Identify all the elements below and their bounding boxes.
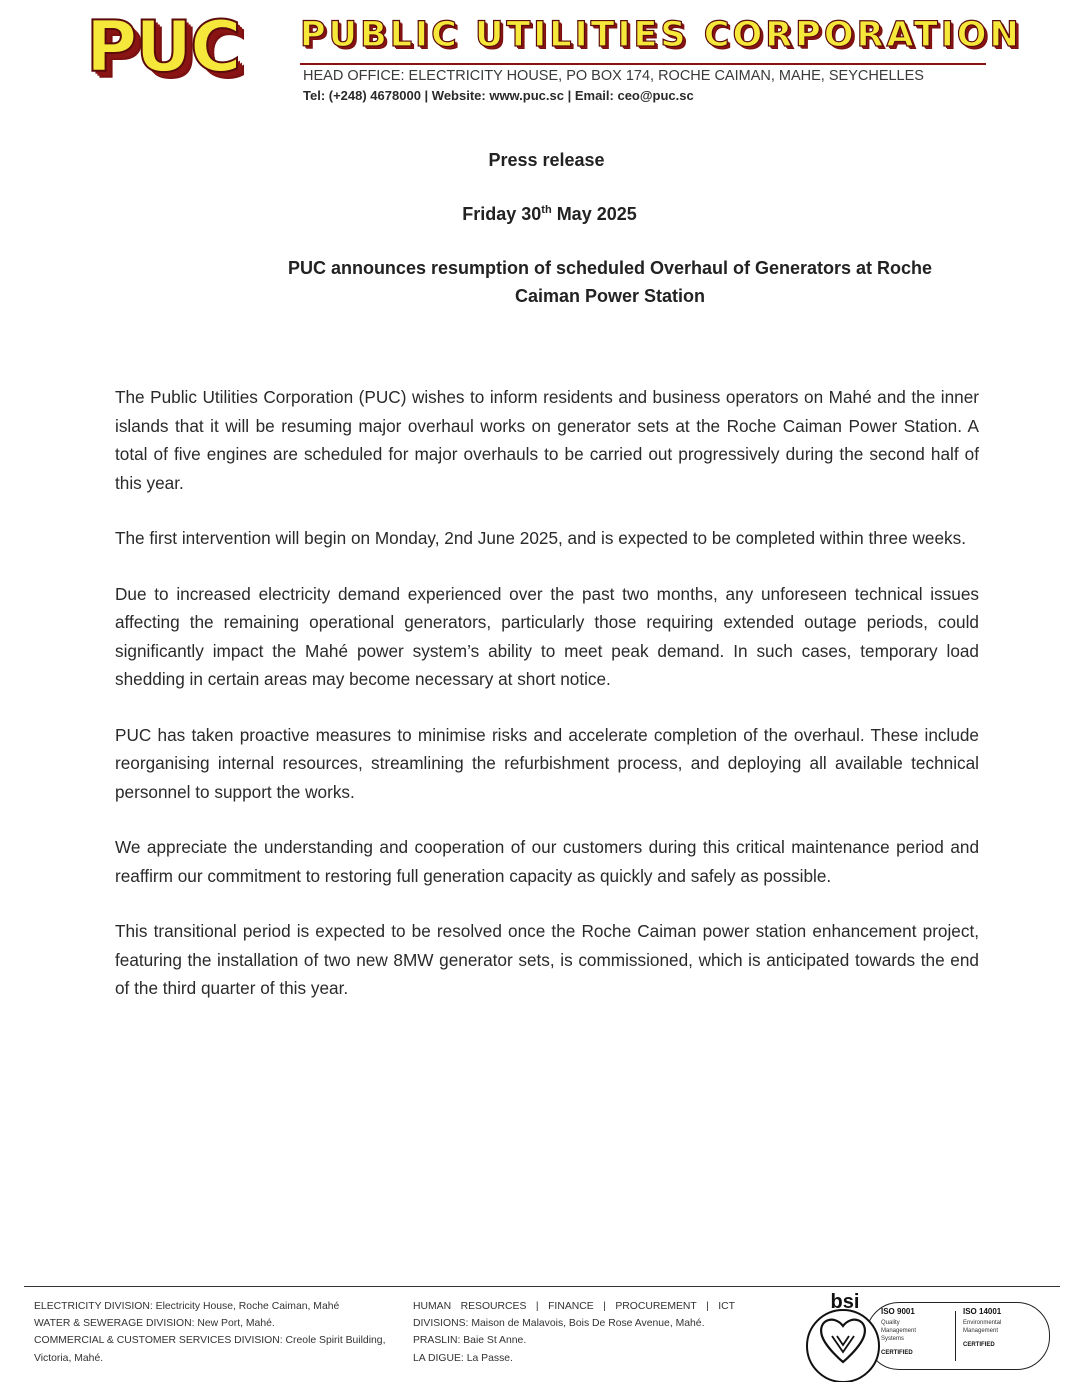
footer-label: ELECTRICITY DIVISION:	[34, 1301, 153, 1312]
footer-divisions-left	[34, 1298, 394, 1367]
press-release-label: Press release	[488, 150, 605, 170]
footer-label: PRASLIN:	[413, 1335, 461, 1347]
iso-9001-badge	[881, 1307, 953, 1363]
footer-value: La Passe.	[463, 1352, 513, 1364]
badge-standard: ISO 14001	[963, 1307, 1002, 1316]
paragraph: This transitional period is expected to be resolved once the Roche Caiman power station enhancement project, featuring the installation of two new 8MW generator sets, is commissioned, which is anticipated towards the end of the third quarter of this year.	[115, 921, 979, 998]
badge-label: Environmental Management	[963, 1320, 1002, 1334]
footer-value: New Port, Mahé.	[194, 1318, 275, 1330]
badge-status: CERTIFIED	[963, 1342, 995, 1348]
badge-divider	[955, 1311, 956, 1361]
date-ordinal-suffix: th	[541, 204, 552, 216]
date-month-year: May 2025	[551, 204, 637, 224]
paragraph: PUC has taken proactive measures to minimise risks and accelerate completion of the overhaul. These include reorganising internal resources, streamlining the refurbishment process, and deploying all available technical personnel to support the works.	[115, 724, 979, 802]
footer-label: COMMERCIAL & CUSTOMER SERVICES DIVISION:	[34, 1335, 283, 1347]
footer-divider	[24, 1286, 1060, 1287]
footer-la-digue	[413, 1350, 735, 1367]
iso-14001-badge	[963, 1307, 1035, 1363]
footer-commercial-division	[34, 1332, 394, 1366]
footer-label: LA DIGUE:	[413, 1352, 464, 1364]
paragraph: Due to increased electricity demand experienced over the past two months, any unforeseen technical issues affecting the remaining operational generators, particularly those requiring extended outage periods, could significantly impact the Mahé power system’s ability to meet peak demand. In such cases, temporary load shedding in certain areas may become necessary at short notice.	[115, 583, 979, 689]
badge-label: Quality Management Systems	[881, 1320, 917, 1342]
footer-value: Baie St Anne.	[460, 1335, 527, 1347]
footer-value: Creole Spirit Building, Victoria, Mahé.	[34, 1335, 386, 1364]
iso-badges	[866, 1302, 1050, 1370]
footer-label: WATER & SEWERAGE DIVISION:	[34, 1318, 195, 1330]
bsi-wordmark: bsi	[830, 1291, 860, 1313]
body-text	[115, 383, 979, 1030]
footer-praslin	[413, 1332, 735, 1349]
paragraph: The first intervention will begin on Monday, 2nd June 2025, and is expected to be completed within three weeks.	[115, 528, 966, 548]
letterhead-divider	[300, 63, 986, 65]
footer-electricity-division	[34, 1298, 394, 1315]
paragraph: We appreciate the understanding and cooperation of our customers during this critical maintenance period and reaffirm our commitment to restoring full generation capacity as quickly and safely as possible.	[115, 837, 979, 886]
headline: PUC announces resumption of scheduled Overhaul of Generators at Roche Caiman Power Station	[287, 258, 933, 306]
date-day: Friday 30	[462, 204, 542, 224]
footer-water-division	[34, 1315, 394, 1332]
footer-label: HUMAN RESOURCES | FINANCE | PROCUREMENT | ICT DIVISIONS:	[413, 1301, 735, 1330]
bsi-certification	[800, 1290, 1050, 1382]
release-date	[0, 202, 1079, 226]
footer-value: Maison de Malavois, Bois De Rose Avenue, Mahé.	[468, 1318, 705, 1330]
badge-standard: ISO 9001	[881, 1307, 915, 1316]
footer-divisions-middle	[413, 1298, 735, 1367]
corporation-name: PUBLIC UTILITIES CORPORATION	[300, 15, 1022, 55]
puc-logo: PUC	[86, 6, 240, 88]
paragraph: The Public Utilities Corporation (PUC) wishes to inform residents and business operators on Mahé and the inner islands that it will be resuming major overhaul works on generator sets at the Roche Caiman Power Station. A total of five engines are scheduled for major overhauls to be carried out progressively during the second half of this year.	[115, 387, 979, 493]
footer-support-divisions	[413, 1298, 735, 1332]
footer-value: Electricity House, Roche Caiman, Mahé	[152, 1301, 340, 1312]
contact-details: Tel: (+248) 4678000 | Website: www.puc.sc | Email: ceo@puc.sc	[303, 88, 694, 103]
head-office-address: HEAD OFFICE: ELECTRICITY HOUSE, PO BOX 174, ROCHE CAIMAN, MAHE, SEYCHELLES	[303, 68, 924, 84]
badge-status: CERTIFIED	[881, 1350, 913, 1356]
